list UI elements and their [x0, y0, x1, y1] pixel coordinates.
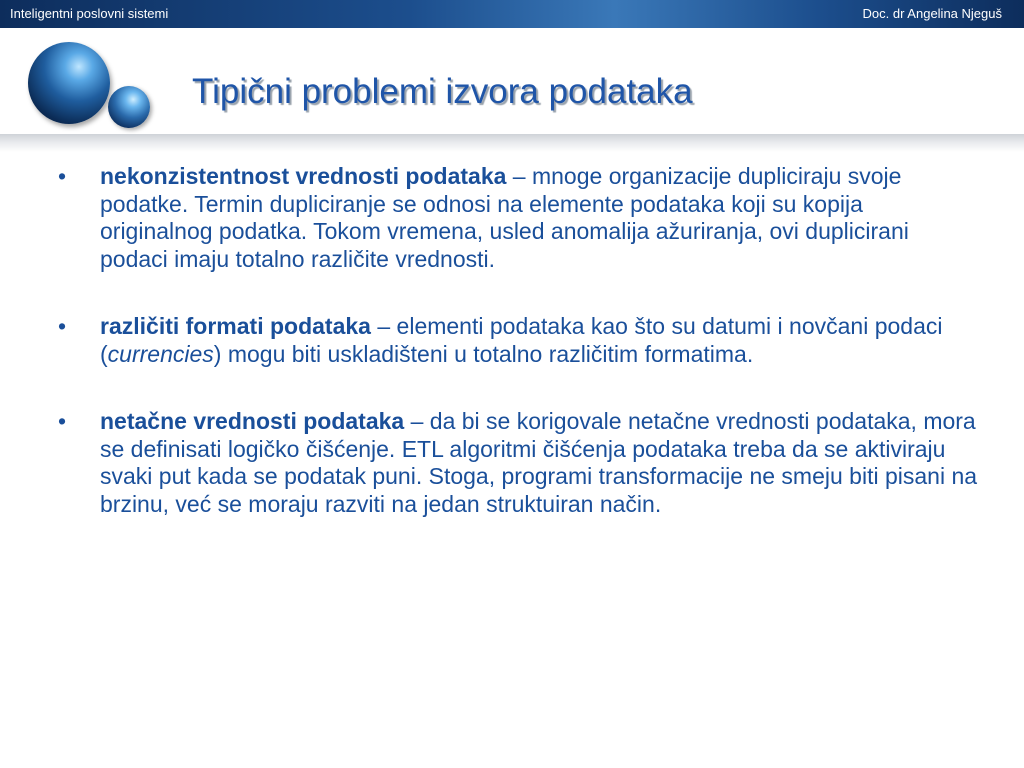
course-name: Inteligentni poslovni sistemi [10, 6, 169, 21]
top-bar [0, 0, 1024, 28]
list-item [58, 408, 978, 518]
bullet-icon: • [58, 163, 67, 189]
item-text: – mnoge organizacije dupliciraju svoje podatke. Termin dupliciranje se odnosi na elemente podataka koji su kopija originalnog podatka. Tokom vremena, usled anomalija ažuriranja, ovi duplicirani podaci imaju totalno različite vrednosti. [100, 163, 909, 272]
globe-logo-icon [28, 42, 110, 124]
author-name: Doc. dr Angelina Njeguš [862, 6, 1002, 21]
bullet-list [58, 163, 978, 558]
item-term: nekonzistentnost vrednosti podataka [100, 163, 507, 189]
item-term: netačne vrednosti podataka [100, 408, 405, 434]
bullet-icon: • [58, 313, 67, 339]
header-divider [0, 134, 1024, 152]
list-item [58, 163, 978, 273]
small-globe-icon [108, 86, 150, 128]
bullet-icon: • [58, 408, 67, 434]
item-term: različiti formati podataka [100, 313, 371, 339]
item-text: – da bi se korigovale netačne vrednosti podataka, mora se definisati logičko čišćenje. ETL algoritmi čišćenja podataka treba da se aktiviraju svaki put kada se podatak puni. Stoga, programi transformacije ne smeju biti pisani na brzinu, već se moraju razviti na jedan struktuiran način. [100, 408, 978, 517]
slide-title: Tipični problemi izvora podataka [192, 72, 693, 111]
list-item [58, 313, 978, 368]
item-text-end: ) mogu biti uskladišteni u totalno različitim formatima. [213, 340, 754, 367]
item-text: – elementi podataka kao što su datumi i novčani podaci ( [100, 313, 943, 367]
item-italic-term: currencies [107, 340, 214, 367]
